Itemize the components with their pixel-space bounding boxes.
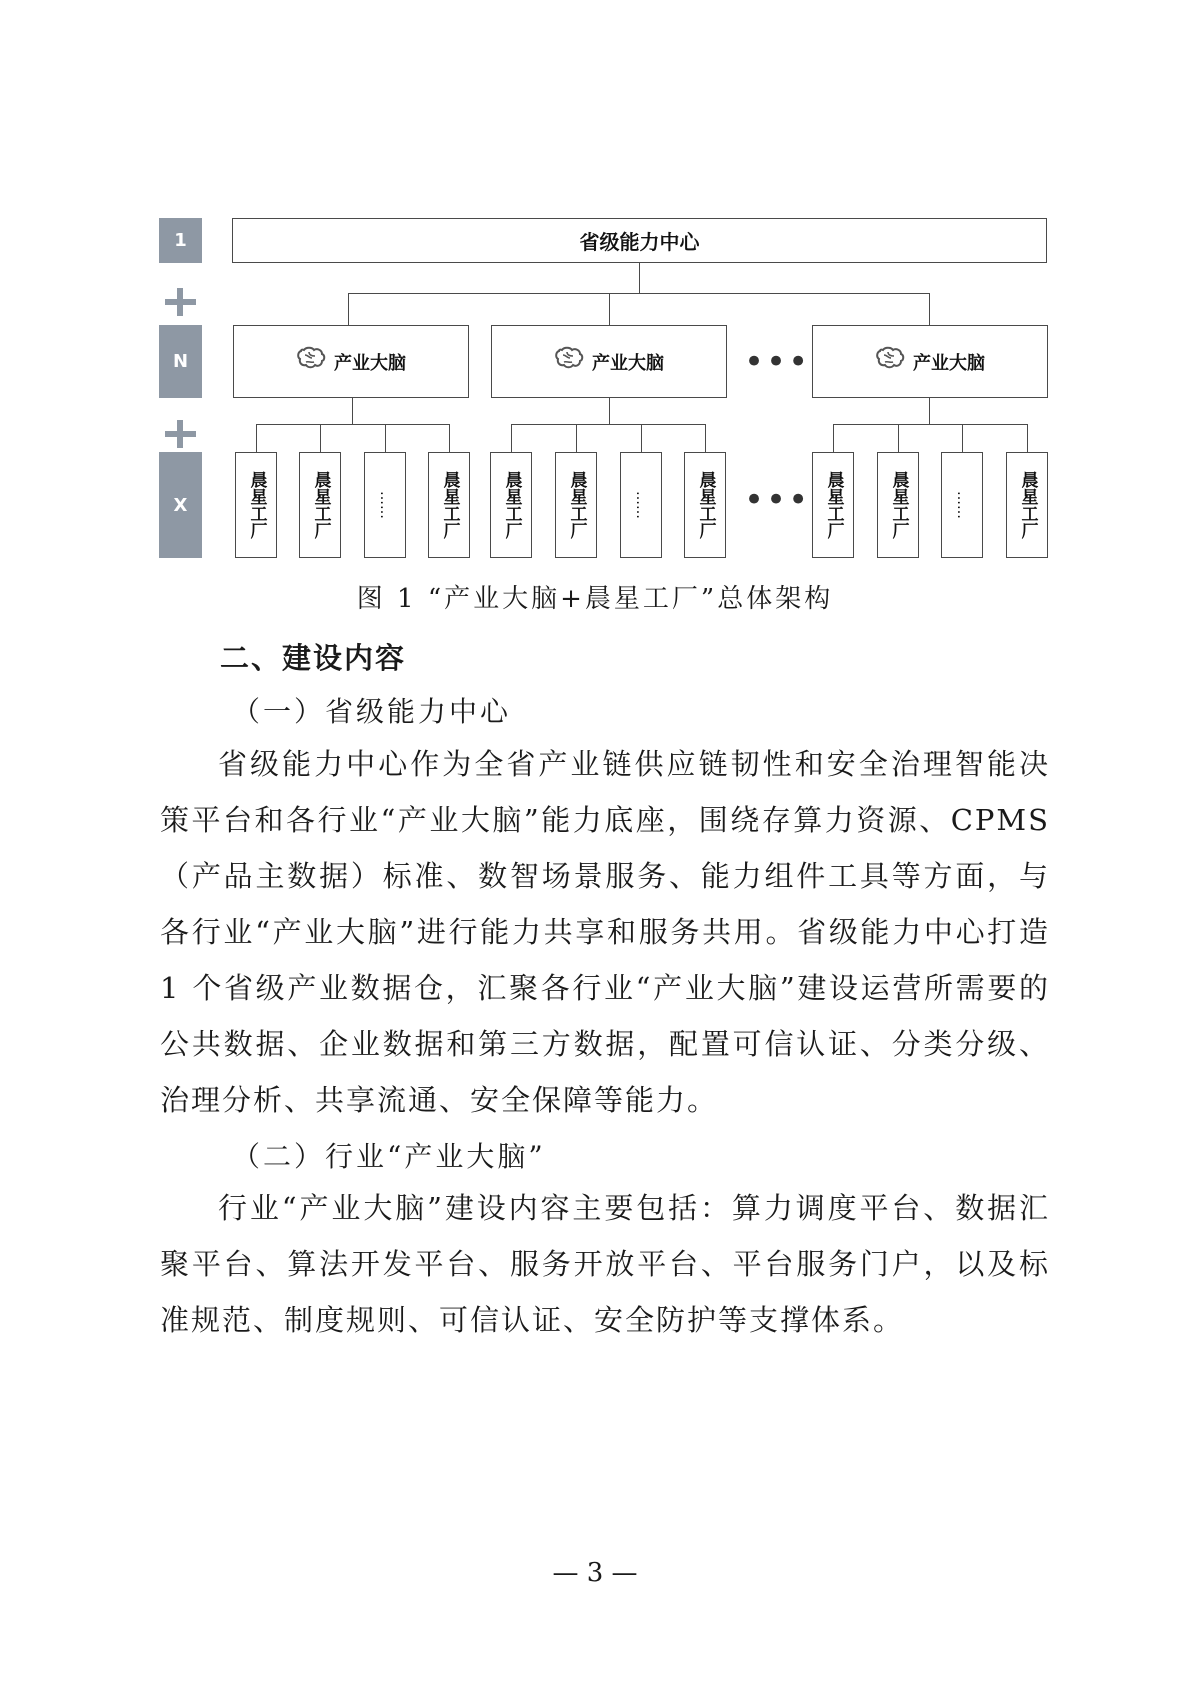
connector xyxy=(348,293,349,325)
factory-label: 晨星工厂 xyxy=(823,471,844,539)
industry-brain-box xyxy=(233,325,469,398)
factory-placeholder-box xyxy=(364,452,406,558)
factory-label: 晨星工厂 xyxy=(888,471,909,539)
connector xyxy=(833,424,834,452)
factory-box xyxy=(812,452,854,558)
connector xyxy=(639,263,640,294)
connector xyxy=(348,293,930,294)
factory-label: 晨星工厂 xyxy=(695,471,716,539)
factory-label: 晨星工厂 xyxy=(439,471,460,539)
factory-label: 晨星工厂 xyxy=(310,471,331,539)
brain-icon xyxy=(554,346,584,377)
ellipsis-vertical: …… xyxy=(377,491,393,519)
connector xyxy=(511,424,706,425)
architecture-diagram xyxy=(0,0,1190,560)
paragraph-1: 省级能力中心作为全省产业链供应链韧性和安全治理智能决策平台和各行业“产业大脑”能力底座，围绕存算力资源、CPMS（产品主数据）标准、数智场景服务、能力组件工具等方面，与各行业“产业大脑”进行能力共享和服务共用。省级能力中心打造 1 个省级产业数据仓，汇聚各行业“产业大脑”建设运营所需要的公共数据、企业数据和第三方数据，配置可信认证、分类分级、治理分析、共享流通、安全保障等能力。 xyxy=(160,747,1050,1117)
factory-box xyxy=(428,452,470,558)
paragraph-2: 行业“产业大脑”建设内容主要包括：算力调度平台、数据汇聚平台、算法开发平台、服务开放平台、平台服务门户，以及标准规范、制度规则、可信认证、安全防护等支撑体系。 xyxy=(160,1191,1050,1337)
connector xyxy=(833,424,1028,425)
connector xyxy=(705,424,706,452)
plus-icon xyxy=(159,282,202,322)
factory-box xyxy=(555,452,597,558)
factory-box xyxy=(299,452,341,558)
connector xyxy=(898,424,899,452)
connector xyxy=(352,398,353,425)
factory-box xyxy=(490,452,532,558)
connector xyxy=(576,424,577,452)
connector xyxy=(511,424,512,452)
subsection-title-1: （一）省级能力中心 xyxy=(232,695,512,728)
industry-brain-box xyxy=(812,325,1048,398)
connector xyxy=(962,424,963,452)
figure-caption: 图 1 “产业大脑+晨星工厂”总体架构 xyxy=(356,584,834,614)
factory-box xyxy=(684,452,726,558)
connector xyxy=(320,424,321,452)
factory-label: 晨星工厂 xyxy=(501,471,522,539)
connector xyxy=(1027,424,1028,452)
brain-icon xyxy=(875,346,905,377)
connector xyxy=(929,293,930,325)
plus-icon xyxy=(159,414,202,454)
ellipsis-vertical: …… xyxy=(954,491,970,519)
ellipsis-horizontal: ••• xyxy=(744,480,811,520)
side-label-1: 1 xyxy=(159,218,202,263)
industry-brain-label: 产业大脑 xyxy=(592,352,664,374)
factory-placeholder-box xyxy=(941,452,983,558)
factory-label: 晨星工厂 xyxy=(246,471,267,539)
connector xyxy=(256,424,450,425)
factory-label: 晨星工厂 xyxy=(566,471,587,539)
factory-label: 晨星工厂 xyxy=(1017,471,1038,539)
connector xyxy=(609,398,610,425)
connector xyxy=(385,424,386,452)
factory-box xyxy=(1006,452,1048,558)
industry-brain-box xyxy=(491,325,727,398)
connector xyxy=(609,293,610,325)
connector xyxy=(641,424,642,452)
factory-box xyxy=(235,452,277,558)
connector xyxy=(449,424,450,452)
page-number: — 3 — xyxy=(552,1558,638,1588)
connector xyxy=(256,424,257,452)
industry-brain-label: 产业大脑 xyxy=(334,352,406,374)
industry-brain-label: 产业大脑 xyxy=(913,352,985,374)
factory-placeholder-box xyxy=(620,452,662,558)
side-label-n: N xyxy=(159,325,202,398)
ellipsis-horizontal: ••• xyxy=(744,342,811,382)
ellipsis-vertical: …… xyxy=(633,491,649,519)
subsection-title-2: （二）行业“产业大脑” xyxy=(232,1140,546,1173)
side-label-x: X xyxy=(159,452,202,558)
factory-box xyxy=(877,452,919,558)
brain-icon xyxy=(296,346,326,377)
capability-center-box: 省级能力中心 xyxy=(232,218,1047,263)
connector xyxy=(929,398,930,425)
section-heading: 二、建设内容 xyxy=(220,641,407,675)
